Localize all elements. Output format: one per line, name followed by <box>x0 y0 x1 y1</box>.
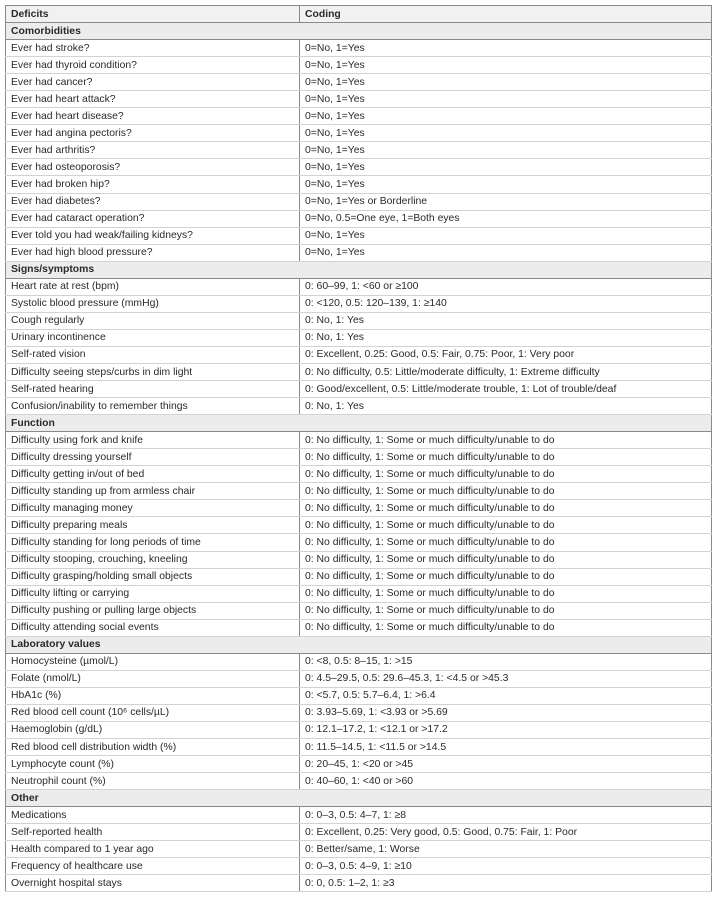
section-title: Comorbidities <box>6 23 712 40</box>
deficit-cell: Red blood cell count (10⁶ cells/µL) <box>6 704 300 721</box>
deficit-cell: Ever had high blood pressure? <box>6 244 300 261</box>
deficit-cell: Overnight hospital stays <box>6 875 300 892</box>
coding-cell: 0: No difficulty, 1: Some or much difficulty/unable to do <box>300 432 712 449</box>
coding-cell: 0: No difficulty, 1: Some or much difficulty/unable to do <box>300 568 712 585</box>
coding-cell: 0: No difficulty, 1: Some or much difficulty/unable to do <box>300 534 712 551</box>
coding-cell: 0: 12.1–17.2, 1: <12.1 or >17.2 <box>300 721 712 738</box>
deficit-cell: Medications <box>6 807 300 824</box>
deficit-cell: Difficulty standing up from armless chair <box>6 483 300 500</box>
section-title: Function <box>6 415 712 432</box>
table-row <box>6 721 712 738</box>
coding-cell: 0: No difficulty, 1: Some or much difficulty/unable to do <box>300 585 712 602</box>
coding-cell: 0: 60–99, 1: <60 or ≥100 <box>300 278 712 295</box>
deficit-cell: Folate (nmol/L) <box>6 670 300 687</box>
deficit-cell: Difficulty grasping/holding small objects <box>6 568 300 585</box>
deficit-cell: Ever had osteoporosis? <box>6 159 300 176</box>
deficit-cell: Difficulty lifting or carrying <box>6 585 300 602</box>
table-row <box>6 312 712 329</box>
deficit-cell: Ever had heart attack? <box>6 91 300 108</box>
table-row <box>6 193 712 210</box>
coding-cell: 0: 11.5–14.5, 1: <11.5 or >14.5 <box>300 739 712 756</box>
table-row <box>6 585 712 602</box>
coding-cell: 0=No, 1=Yes <box>300 91 712 108</box>
deficit-cell: Haemoglobin (g/dL) <box>6 721 300 738</box>
coding-cell: 0: Excellent, 0.25: Good, 0.5: Fair, 0.75: Poor, 1: Very poor <box>300 346 712 363</box>
table-row <box>6 398 712 415</box>
section-title: Laboratory values <box>6 636 712 653</box>
section-row <box>6 261 712 278</box>
table-row <box>6 773 712 790</box>
table-row <box>6 108 712 125</box>
coding-cell: 0: No difficulty, 1: Some or much difficulty/unable to do <box>300 602 712 619</box>
deficit-cell: Ever had angina pectoris? <box>6 125 300 142</box>
table-row <box>6 346 712 363</box>
coding-cell: 0=No, 1=Yes <box>300 108 712 125</box>
deficit-cell: Difficulty pushing or pulling large objects <box>6 602 300 619</box>
deficit-cell: Neutrophil count (%) <box>6 773 300 790</box>
section-title: Other <box>6 790 712 807</box>
coding-cell: 0: Good/excellent, 0.5: Little/moderate trouble, 1: Lot of trouble/deaf <box>300 381 712 398</box>
table-row <box>6 142 712 159</box>
deficit-cell: Ever had heart disease? <box>6 108 300 125</box>
deficit-cell: Systolic blood pressure (mmHg) <box>6 295 300 312</box>
table-row <box>6 602 712 619</box>
deficit-cell: Lymphocyte count (%) <box>6 756 300 773</box>
deficit-cell: Ever had arthritis? <box>6 142 300 159</box>
coding-cell: 0: No, 1: Yes <box>300 312 712 329</box>
table-row <box>6 619 712 636</box>
deficit-cell: Difficulty standing for long periods of time <box>6 534 300 551</box>
table-row <box>6 687 712 704</box>
deficit-cell: Frequency of healthcare use <box>6 858 300 875</box>
coding-cell: 0=No, 0.5=One eye, 1=Both eyes <box>300 210 712 227</box>
coding-cell: 0=No, 1=Yes or Borderline <box>300 193 712 210</box>
coding-cell: 0: 0–3, 0.5: 4–9, 1: ≥10 <box>300 858 712 875</box>
table-row <box>6 74 712 91</box>
table-row <box>6 466 712 483</box>
deficit-cell: Health compared to 1 year ago <box>6 841 300 858</box>
deficit-cell: Urinary incontinence <box>6 329 300 346</box>
table-row <box>6 858 712 875</box>
coding-cell: 0: No difficulty, 0.5: Little/moderate difficulty, 1: Extreme difficulty <box>300 363 712 380</box>
table-row <box>6 500 712 517</box>
deficit-cell: Red blood cell distribution width (%) <box>6 739 300 756</box>
table-row <box>6 841 712 858</box>
deficit-cell: Ever had cataract operation? <box>6 210 300 227</box>
coding-cell: 0=No, 1=Yes <box>300 159 712 176</box>
table-row <box>6 670 712 687</box>
coding-cell: 0: 4.5–29.5, 0.5: 29.6–45.3, 1: <4.5 or >45.3 <box>300 670 712 687</box>
coding-cell: 0: No difficulty, 1: Some or much difficulty/unable to do <box>300 517 712 534</box>
deficit-cell: Ever had cancer? <box>6 74 300 91</box>
section-title: Signs/symptoms <box>6 261 712 278</box>
coding-cell: 0=No, 1=Yes <box>300 176 712 193</box>
table-row <box>6 449 712 466</box>
deficit-cell: Ever had diabetes? <box>6 193 300 210</box>
deficit-cell: Ever had thyroid condition? <box>6 57 300 74</box>
coding-cell: 0: Excellent, 0.25: Very good, 0.5: Good, 0.75: Fair, 1: Poor <box>300 824 712 841</box>
coding-cell: 0: 0–3, 0.5: 4–7, 1: ≥8 <box>300 807 712 824</box>
table-row <box>6 534 712 551</box>
coding-cell: 0: Better/same, 1: Worse <box>300 841 712 858</box>
table-row <box>6 329 712 346</box>
deficit-cell: Ever had broken hip? <box>6 176 300 193</box>
table-row <box>6 517 712 534</box>
coding-cell: 0=No, 1=Yes <box>300 142 712 159</box>
deficit-cell: Difficulty using fork and knife <box>6 432 300 449</box>
deficits-table <box>5 5 712 892</box>
deficit-cell: Difficulty seeing steps/curbs in dim light <box>6 363 300 380</box>
coding-cell: 0: No difficulty, 1: Some or much difficulty/unable to do <box>300 551 712 568</box>
coding-cell: 0=No, 1=Yes <box>300 244 712 261</box>
table-row <box>6 91 712 108</box>
column-header-coding: Coding <box>300 6 712 23</box>
table-row <box>6 295 712 312</box>
coding-cell: 0: No, 1: Yes <box>300 398 712 415</box>
table-row <box>6 568 712 585</box>
deficit-cell: Heart rate at rest (bpm) <box>6 278 300 295</box>
deficit-cell: Homocysteine (µmol/L) <box>6 653 300 670</box>
table-row <box>6 824 712 841</box>
coding-cell: 0: No difficulty, 1: Some or much difficulty/unable to do <box>300 449 712 466</box>
coding-cell: 0: 20–45, 1: <20 or >45 <box>300 756 712 773</box>
deficit-cell: Difficulty attending social events <box>6 619 300 636</box>
table-row <box>6 210 712 227</box>
deficit-cell: Difficulty getting in/out of bed <box>6 466 300 483</box>
table-row <box>6 756 712 773</box>
deficit-cell: HbA1c (%) <box>6 687 300 704</box>
coding-cell: 0: <5.7, 0.5: 5.7–6.4, 1: >6.4 <box>300 687 712 704</box>
table-body <box>6 23 712 892</box>
deficit-cell: Ever told you had weak/failing kidneys? <box>6 227 300 244</box>
coding-cell: 0=No, 1=Yes <box>300 74 712 91</box>
deficit-cell: Self-rated hearing <box>6 381 300 398</box>
coding-cell: 0: <8, 0.5: 8–15, 1: >15 <box>300 653 712 670</box>
table-row <box>6 244 712 261</box>
table-row <box>6 875 712 892</box>
table-row <box>6 159 712 176</box>
table-row <box>6 704 712 721</box>
coding-cell: 0=No, 1=Yes <box>300 40 712 57</box>
deficit-cell: Difficulty preparing meals <box>6 517 300 534</box>
coding-cell: 0: No difficulty, 1: Some or much difficulty/unable to do <box>300 619 712 636</box>
deficit-cell: Self-rated vision <box>6 346 300 363</box>
table-header-row <box>6 6 712 23</box>
deficit-cell: Self-reported health <box>6 824 300 841</box>
coding-cell: 0=No, 1=Yes <box>300 125 712 142</box>
table-row <box>6 363 712 380</box>
coding-cell: 0: 0, 0.5: 1–2, 1: ≥3 <box>300 875 712 892</box>
section-row <box>6 415 712 432</box>
coding-cell: 0: No difficulty, 1: Some or much difficulty/unable to do <box>300 483 712 500</box>
column-header-deficits: Deficits <box>6 6 300 23</box>
deficit-cell: Ever had stroke? <box>6 40 300 57</box>
deficit-cell: Difficulty stooping, crouching, kneeling <box>6 551 300 568</box>
table-row <box>6 40 712 57</box>
deficit-cell: Difficulty managing money <box>6 500 300 517</box>
table-row <box>6 432 712 449</box>
table-row <box>6 551 712 568</box>
deficit-cell: Confusion/inability to remember things <box>6 398 300 415</box>
section-row <box>6 23 712 40</box>
table-row <box>6 381 712 398</box>
deficit-cell: Cough regularly <box>6 312 300 329</box>
section-row <box>6 636 712 653</box>
section-row <box>6 790 712 807</box>
coding-cell: 0=No, 1=Yes <box>300 227 712 244</box>
coding-cell: 0: No difficulty, 1: Some or much difficulty/unable to do <box>300 466 712 483</box>
table-row <box>6 653 712 670</box>
coding-cell: 0: No difficulty, 1: Some or much difficulty/unable to do <box>300 500 712 517</box>
coding-cell: 0: <120, 0.5: 120–139, 1: ≥140 <box>300 295 712 312</box>
table-row <box>6 807 712 824</box>
table-row <box>6 57 712 74</box>
coding-cell: 0=No, 1=Yes <box>300 57 712 74</box>
table-row <box>6 176 712 193</box>
coding-cell: 0: 40–60, 1: <40 or >60 <box>300 773 712 790</box>
coding-cell: 0: No, 1: Yes <box>300 329 712 346</box>
table-row <box>6 125 712 142</box>
table-row <box>6 739 712 756</box>
coding-cell: 0: 3.93–5.69, 1: <3.93 or >5.69 <box>300 704 712 721</box>
table-row <box>6 227 712 244</box>
table-row <box>6 278 712 295</box>
table-row <box>6 483 712 500</box>
deficit-cell: Difficulty dressing yourself <box>6 449 300 466</box>
